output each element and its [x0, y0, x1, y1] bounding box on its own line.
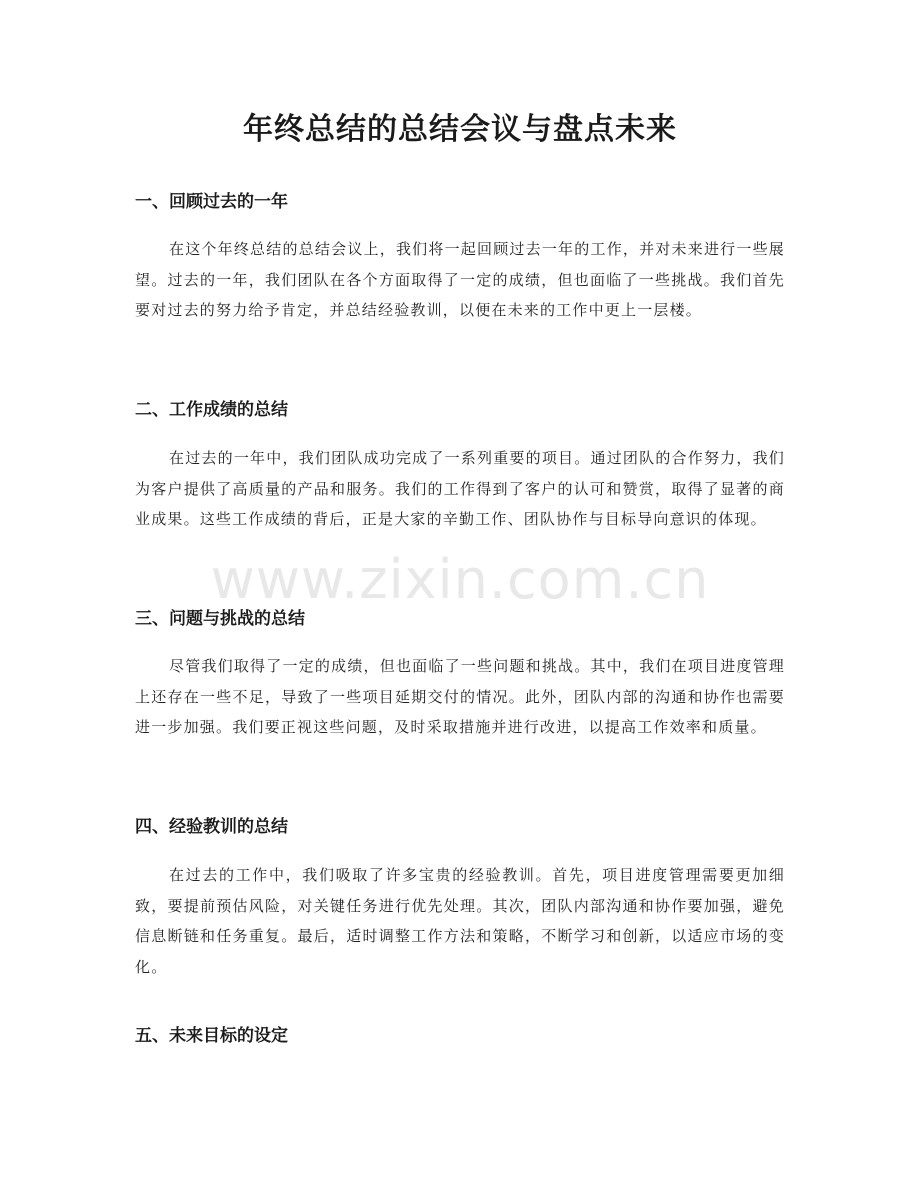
section-body-3: 尽管我们取得了一定的成绩，但也面临了一些问题和挑战。其中，我们在项目进度管理上还存在一些不足，导致了一些项目延期交付的情况。此外，团队内部的沟通和协作也需要进一步加强。我们要正视这些问题，及时采取措施并进行改进，以提高工作效率和质量。	[135, 657, 785, 736]
section-heading-5: 五、未来目标的设定	[135, 1026, 288, 1046]
section-body-2: 在过去的一年中，我们团队成功完成了一系列重要的项目。通过团队的合作努力，我们为客户提供了高质量的产品和服务。我们的工作得到了客户的认可和赞赏，取得了显著的商业成果。这些工作成绩的背后，正是大家的辛勤工作、团队协作与目标导向意识的体现。	[135, 449, 785, 528]
section-heading-1: 一、回顾过去的一年	[135, 192, 288, 212]
section-body-4: 在过去的工作中，我们吸取了许多宝贵的经验教训。首先，项目进度管理需要更加细致，要提前预估风险，对关键任务进行优先处理。其次，团队内部沟通和协作要加强，避免信息断链和任务重复。最后，适时调整工作方法和策略，不断学习和创新，以适应市场的变化。	[135, 866, 785, 976]
section-heading-3: 三、问题与挑战的总结	[135, 609, 305, 629]
section-heading-4: 四、经验教训的总结	[135, 817, 288, 837]
section-body-1: 在这个年终总结的总结会议上，我们将一起回顾过去一年的工作，并对未来进行一些展望。过去的一年，我们团队在各个方面取得了一定的成绩，但也面临了一些挑战。我们首先要对过去的努力给予肯定，并总结经验教训，以便在未来的工作中更上一层楼。	[135, 240, 785, 319]
section-heading-2: 二、工作成绩的总结	[135, 400, 288, 420]
watermark-text: www.zixin.com.cn	[210, 548, 710, 611]
document-title: 年终总结的总结会议与盘点未来	[243, 112, 677, 147]
